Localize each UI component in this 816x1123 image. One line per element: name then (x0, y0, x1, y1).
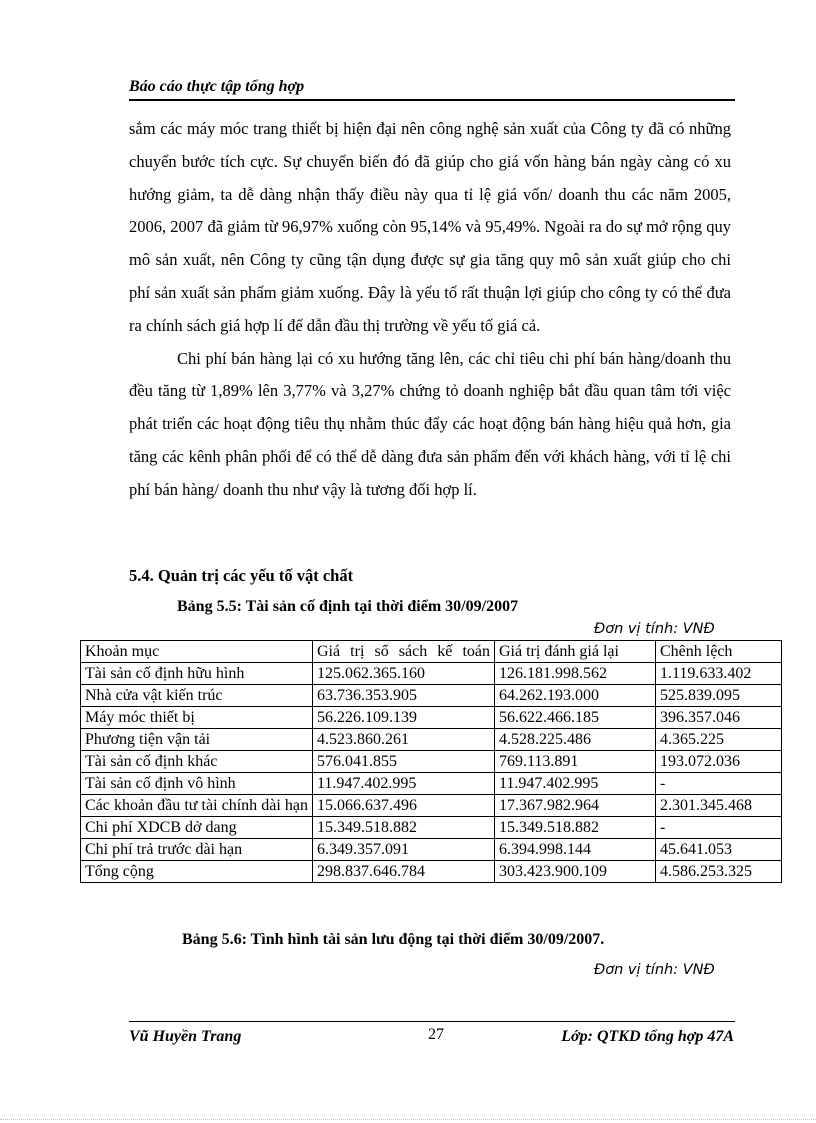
revalued-value: 6.394.998.144 (495, 839, 656, 861)
header-gia-tri-so-sach: Giá trị sổ sách kế toán (313, 641, 495, 663)
table-total-row (81, 861, 782, 883)
table-5-5-caption: Bảng 5.5: Tài sản cố định tại thời điểm 30/09/2007 (177, 598, 519, 615)
section-heading: 5.4. Quản trị các yếu tố vật chất (129, 566, 354, 585)
book-value: 11.947.402.995 (313, 773, 495, 795)
header-divider (129, 99, 735, 101)
row-label: Tài sản cố định khác (81, 751, 313, 773)
table-5-6-unit: Đơn vị tính: VNĐ (594, 962, 715, 978)
revalued-value: 17.367.982.964 (495, 795, 656, 817)
footer-author: Vũ Huyền Trang (129, 1028, 242, 1045)
difference: 1.119.633.402 (656, 663, 782, 685)
table-row (81, 817, 782, 839)
table-5-6-caption: Bảng 5.6: Tình hình tài sản lưu động tại thời điểm 30/09/2007. (182, 931, 605, 948)
table-row (81, 795, 782, 817)
revalued-value: 15.349.518.882 (495, 817, 656, 839)
difference: - (656, 817, 782, 839)
revalued-value: 126.181.998.562 (495, 663, 656, 685)
row-label: Tổng cộng (81, 861, 313, 883)
page-header-title: Báo cáo thực tập tổng hợp (129, 78, 305, 95)
body-text (129, 113, 731, 507)
book-value: 6.349.357.091 (313, 839, 495, 861)
difference: 193.072.036 (656, 751, 782, 773)
difference: 4.586.253.325 (656, 861, 782, 883)
table-header-row (81, 641, 782, 663)
table-row (81, 751, 782, 773)
revalued-value: 56.622.466.185 (495, 707, 656, 729)
footer-class: Lớp: QTKD tổng hợp 47A (561, 1028, 734, 1045)
difference: 525.839.095 (656, 685, 782, 707)
book-value: 4.523.860.261 (313, 729, 495, 751)
table-5-5-unit: Đơn vị tính: VNĐ (594, 621, 715, 637)
header-chenh-lech: Chênh lệch (656, 641, 782, 663)
fixed-assets-table (80, 640, 782, 883)
difference: 396.357.046 (656, 707, 782, 729)
header-gia-tri-danh-gia-lai: Giá trị đánh giá lại (495, 641, 656, 663)
table-row (81, 839, 782, 861)
difference: 2.301.345.468 (656, 795, 782, 817)
table-row (81, 773, 782, 795)
book-value: 125.062.365.160 (313, 663, 495, 685)
difference: 45.641.053 (656, 839, 782, 861)
table-row (81, 663, 782, 685)
revalued-value: 4.528.225.486 (495, 729, 656, 751)
table-row (81, 729, 782, 751)
row-label: Tài sản cố định hữu hình (81, 663, 313, 685)
book-value: 298.837.646.784 (313, 861, 495, 883)
row-label: Máy móc thiết bị (81, 707, 313, 729)
revalued-value: 11.947.402.995 (495, 773, 656, 795)
row-label: Chi phí XDCB dở dang (81, 817, 313, 839)
row-label: Nhà cửa vật kiến trúc (81, 685, 313, 707)
revalued-value: 64.262.193.000 (495, 685, 656, 707)
table-row (81, 685, 782, 707)
row-label: Phương tiện vận tải (81, 729, 313, 751)
header-khoan-muc: Khoản mục (81, 641, 313, 663)
book-value: 15.066.637.496 (313, 795, 495, 817)
table-row (81, 707, 782, 729)
difference: 4.365.225 (656, 729, 782, 751)
revalued-value: 769.113.891 (495, 751, 656, 773)
row-label: Các khoản đầu tư tài chính dài hạn (81, 795, 313, 817)
paragraph-1: sắm các máy móc trang thiết bị hiện đại nên công nghệ sản xuất của Công ty đã có những chuyển bước tích cực. Sự chuyển biến đó đã giúp cho giá vốn hàng bán ngày càng có xu hướng giảm, ta dễ dàng nhận thấy điều này qua tỉ lệ giá vốn/ doanh thu các năm 2005, 2006, 2007 đã giảm từ 96,97% xuống còn 95,14% và 95,49%. Ngoài ra do sự mở rộng quy mô sản xuất, nên Công ty cũng tận dụng được sự gia tăng quy mô sản xuất giúp cho chi phí sản xuất sản phẩm giảm xuống. Đây là yếu tố rất thuận lợi giúp cho công ty có thể đưa ra chính sách giá hợp lí để dẫn đầu thị trường về yếu tố giá cả. (129, 119, 731, 335)
book-value: 576.041.855 (313, 751, 495, 773)
page-edge-divider (0, 1119, 816, 1120)
row-label: Chi phí trả trước dài hạn (81, 839, 313, 861)
paragraph-2: Chi phí bán hàng lại có xu hướng tăng lên, các chỉ tiêu chi phí bán hàng/doanh thu đều tăng từ 1,89% lên 3,77% và 3,27% chứng tỏ doanh nghiệp bắt đầu quan tâm tới việc phát triển các hoạt động tiêu thụ nhằm thúc đẩy các hoạt động bán hàng hiệu quả hơn, gia tăng các kênh phân phối để có thể dễ dàng đưa sản phẩm đến với khách hàng, với tỉ lệ chi phí bán hàng/ doanh thu như vậy là tương đối hợp lí. (129, 348, 731, 499)
book-value: 15.349.518.882 (313, 817, 495, 839)
book-value: 63.736.353.905 (313, 685, 495, 707)
footer-divider (129, 1021, 735, 1022)
page-number: 27 (428, 1026, 444, 1043)
row-label: Tài sản cố định vô hình (81, 773, 313, 795)
revalued-value: 303.423.900.109 (495, 861, 656, 883)
book-value: 56.226.109.139 (313, 707, 495, 729)
difference: - (656, 773, 782, 795)
